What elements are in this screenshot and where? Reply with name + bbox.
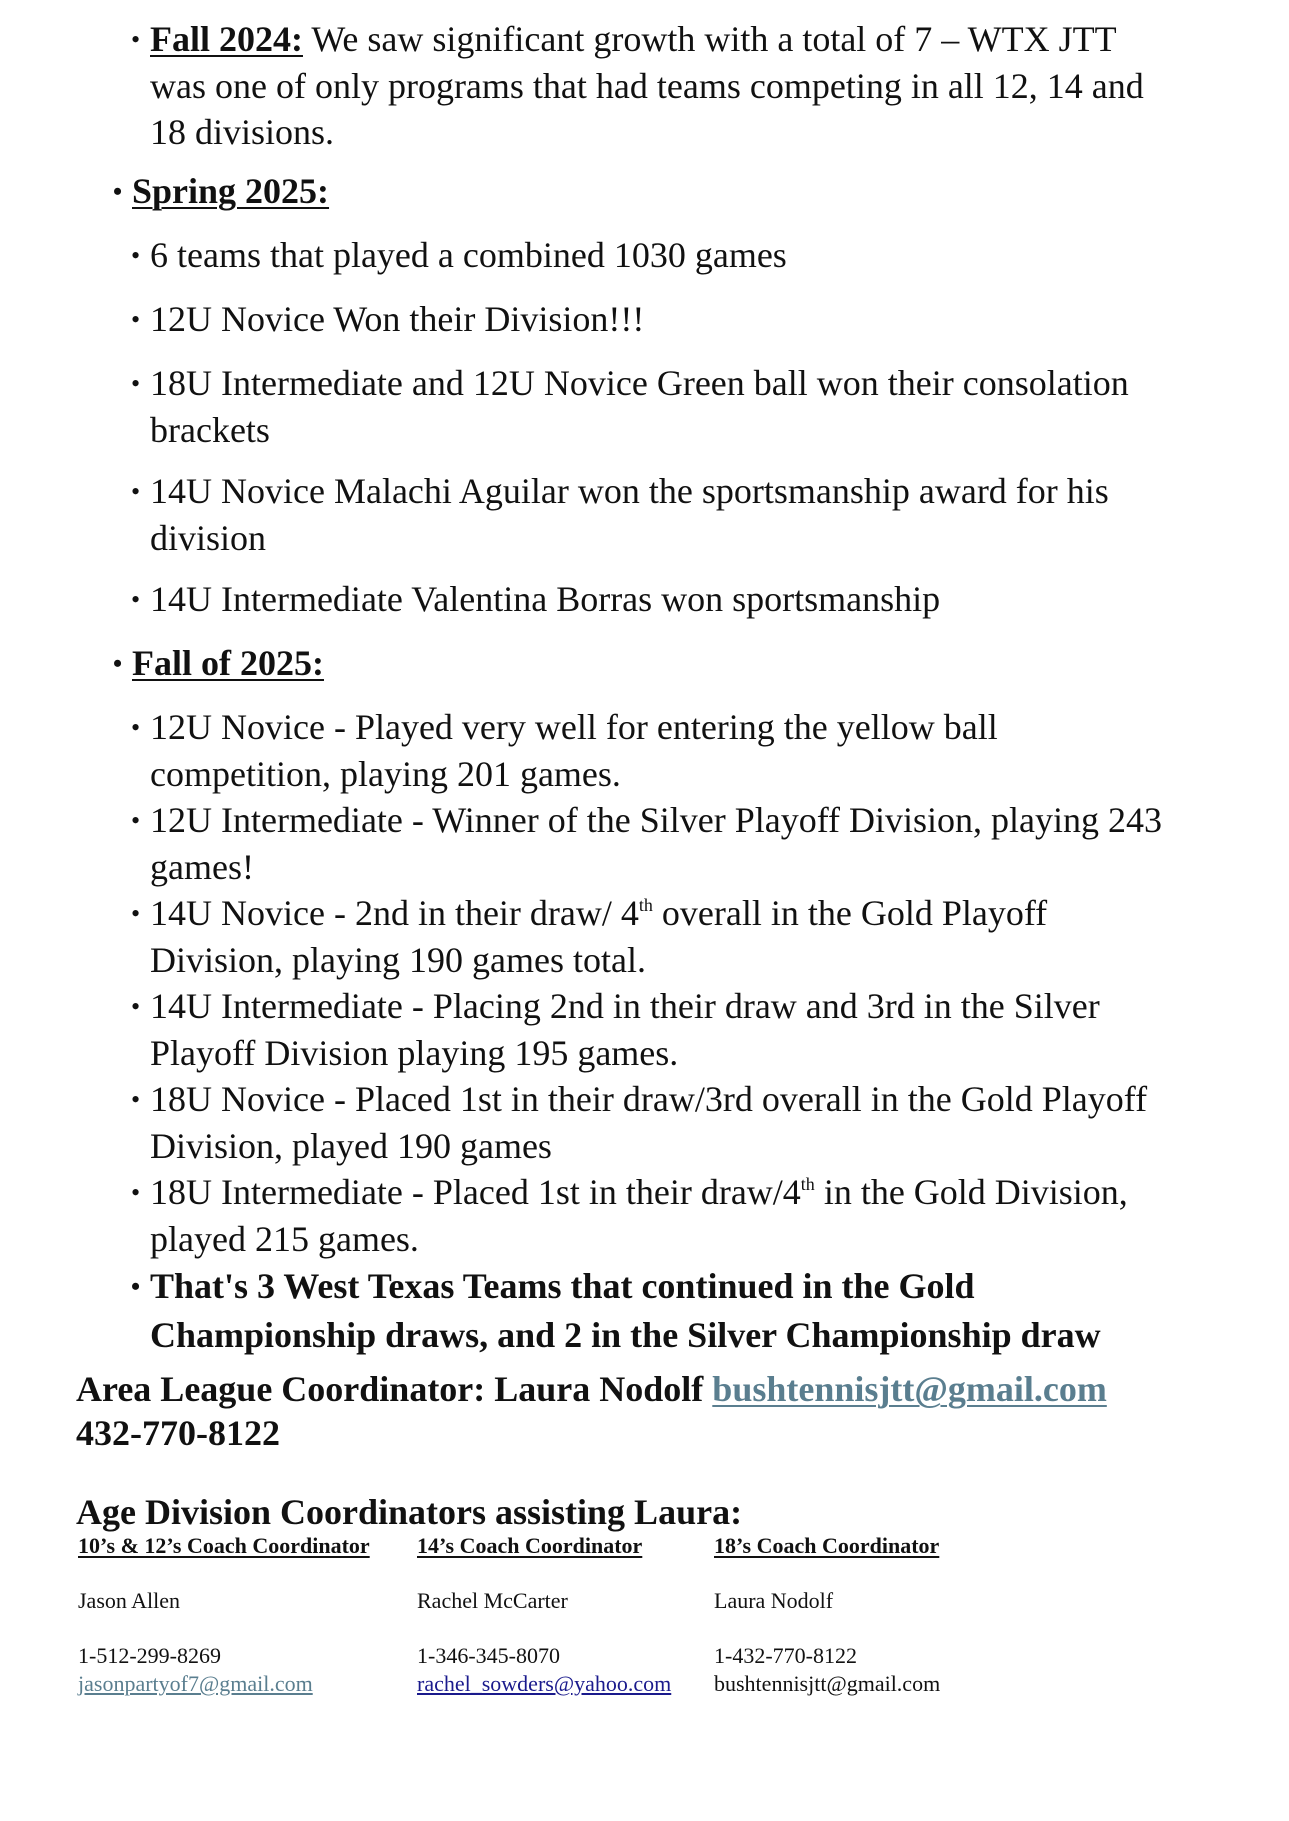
list-item: • 18U Intermediate - Placed 1st in their draw/4th in the Gold Division, played 215 games. [131,1172,1128,1259]
bullet-icon: • [131,713,141,742]
coordinator-column-10-12 [78,1532,370,1698]
spring-2025-item-3 [113,360,1173,453]
area-coordinator-label: Area League Coordinator: Laura Nodolf [76,1369,713,1409]
list-item: 18U Intermediate and 12U Novice Green ball won their consolation brackets [150,363,1129,450]
bullet-icon: • [131,806,141,835]
coordinator-name: Rachel McCarter [417,1588,568,1613]
fall-2024-text-line1: We saw significant growth with a total of 7 – WTX JTT [302,19,1117,59]
bullet-icon: • [131,992,141,1021]
age-division-title: Age Division Coordinators assisting Laura: [76,1492,743,1532]
spring-2025-heading: • Spring 2025: [113,171,329,211]
bullet-icon: • [131,1085,141,1114]
column-heading: 14’s Coach Coordinator [417,1533,643,1558]
fall-2024-text-line2: was one of only programs that had teams competing in all 12, 14 and [150,66,1144,106]
fall-2024-text-line3: 18 divisions. [150,112,335,152]
spring-2025-item-1 [113,232,1173,279]
bullet-icon: • [131,241,141,270]
list-item: 14U Intermediate Valentina Borras won sportsmanship [150,579,941,619]
area-coordinator [76,1367,1256,1455]
coordinator-email-link[interactable]: jasonpartyof7@gmail.com [78,1671,313,1696]
coordinator-column-18 [714,1532,940,1698]
spring-2025-heading-block [113,168,1223,215]
coordinator-email: bushtennisjtt@gmail.com [714,1671,941,1696]
fall-2025-list [113,704,1173,1359]
list-item: • 14U Novice - 2nd in their draw/ 4th overall in the Gold Playoff Division, playing 190 games total. [131,893,1048,980]
fall-2024-item [113,16,1223,155]
spring-2025-item-4 [113,468,1173,561]
coordinator-phone: 1-346-345-8070 [417,1643,560,1668]
list-item: 6 teams that played a combined 1030 games [150,235,787,275]
bullet-icon: • [131,585,141,614]
column-heading: 18’s Coach Coordinator [714,1533,940,1558]
fall-2024-heading: Fall 2024: [150,19,303,59]
coordinator-name: Laura Nodolf [714,1588,834,1613]
fall-2025-heading: • Fall of 2025: [113,643,324,683]
list-item: • 14U Intermediate - Placing 2nd in their draw and 3rd in the Silver Playoff Division playing 195 games. [131,986,1100,1073]
spring-2025-item-5 [113,576,1173,623]
bullet-icon: • [131,305,141,334]
list-item: • 18U Novice - Placed 1st in their draw/3rd overall in the Gold Playoff Division, played 190 games [131,1079,1148,1166]
coordinator-name: Jason Allen [78,1588,181,1613]
bullet-icon: • [131,477,141,506]
list-item: • 12U Intermediate - Winner of the Silver Playoff Division, playing 243 games! [131,800,1163,887]
column-heading: 10’s & 12’s Coach Coordinator [78,1533,370,1558]
spring-2025-item-2 [113,296,1173,343]
bullet-icon: • [131,1272,141,1301]
list-item: 12U Novice Won their Division!!! [150,299,645,339]
list-item: 14U Novice Malachi Aguilar won the sportsmanship award for his division [150,471,1109,558]
bullet-icon: • [113,649,123,678]
bullet-icon: • [113,177,123,206]
area-coordinator-phone: 432-770-8122 [76,1413,280,1453]
bullet-icon: • [131,25,141,54]
coordinator-phone: 1-512-299-8269 [78,1643,221,1668]
bullet-icon: • [131,1178,141,1207]
fall-2024-section [113,16,1223,155]
summary-item: • That's 3 West Texas Teams that continued in the Gold Championship draws, and 2 in the Silver Championship draw [113,1262,1150,1359]
list-item: • 12U Novice - Played very well for entering the yellow ball competition, playing 201 games. [131,707,998,794]
bullet-icon: • [131,899,141,928]
coordinator-phone: 1-432-770-8122 [714,1643,857,1668]
fall-2025-heading-block [113,640,1223,687]
area-coordinator-email-link[interactable]: bushtennisjtt@gmail.com [712,1369,1107,1409]
coordinator-column-14 [417,1532,671,1698]
coordinator-email-link[interactable]: rachel_sowders@yahoo.com [417,1671,672,1696]
bullet-icon: • [131,369,141,398]
